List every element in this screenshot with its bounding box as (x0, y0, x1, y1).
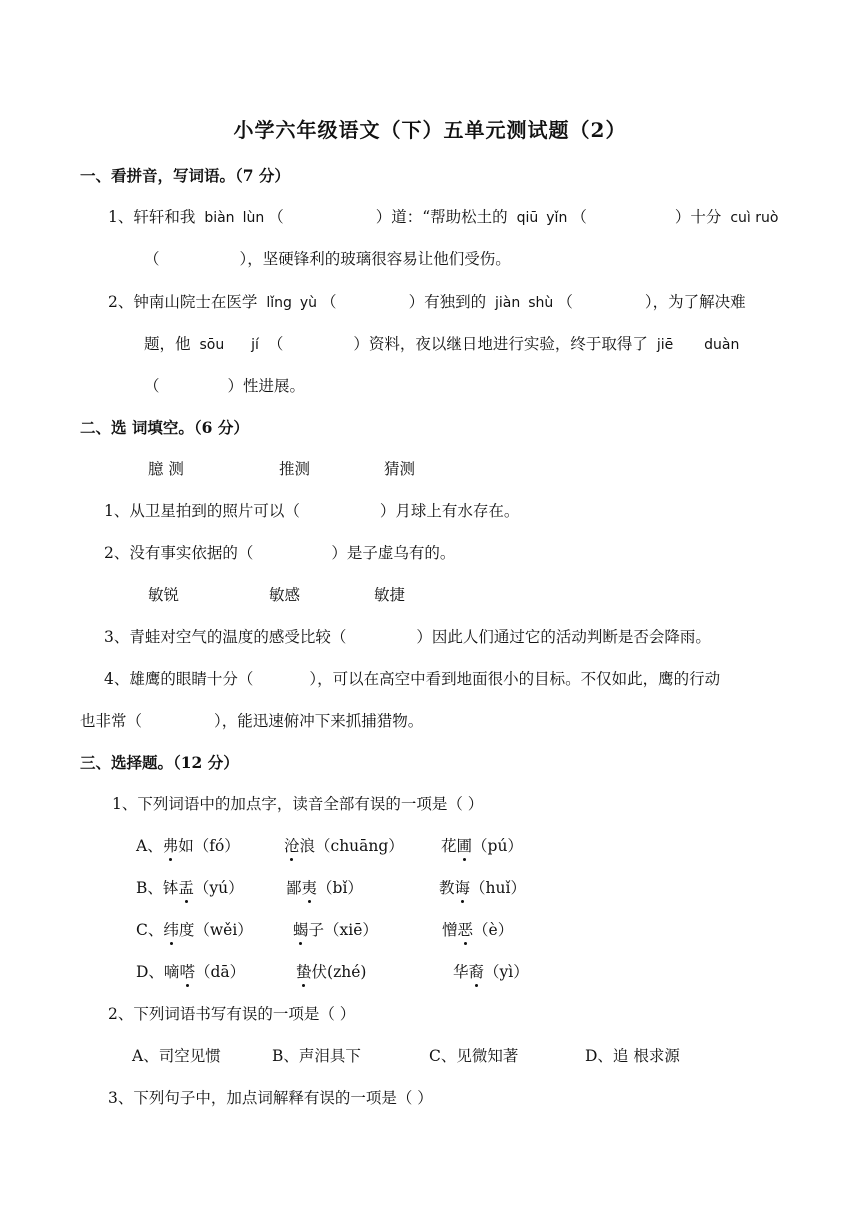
text: 道：“帮助松土的 (391, 208, 508, 226)
dotted-char: 弗 (163, 834, 179, 856)
text: 没有事实依据的（ (129, 544, 254, 562)
s3-q3-stem: 3、下列句子中，加点词解释有误的一项是（ ） (108, 1089, 433, 1107)
q2-option-d: D、追 根求源 (585, 1047, 680, 1065)
q2-option-c: C、见微知著 (429, 1047, 519, 1065)
q-number: 1、 (108, 208, 134, 226)
text: 题，他 (144, 335, 191, 353)
text: 雄鹰的眼睛十分（ (129, 670, 254, 688)
pinyin: jí (251, 337, 259, 353)
text: 也非常（ (80, 712, 143, 730)
dotted-char: 裔 (469, 960, 485, 982)
dotted-char: 圃 (457, 834, 473, 856)
option-c-3: 憎恶（è） (442, 918, 513, 940)
text: ）月球上有水存在。 (379, 502, 520, 520)
pinyin: yǐn (546, 210, 568, 226)
q-number: 2、 (108, 293, 134, 311)
option-b-2: 鄙夷（bǐ） (286, 876, 363, 898)
text: ），能迅速俯冲下来抓捕猎物。 (214, 712, 424, 730)
q-number: 1、 (104, 502, 130, 520)
dotted-char: 蛰 (296, 960, 312, 982)
option-c-2: 蝎子（xiē） (293, 918, 378, 940)
pinyin: jiē (656, 337, 674, 353)
text: ），可以在高空中看到地面很小的目标。不仅如此，鹰的行动 (309, 670, 721, 688)
text: ，坚硬锋利的玻璃很容易让他们受伤。 (247, 250, 511, 268)
word-choice: 敏锐 (148, 586, 180, 604)
q-number: 4、 (104, 670, 130, 688)
option-a-2: 沧浪（chuāng） (284, 834, 404, 856)
q2-option-a: A、司空见惯 (132, 1047, 221, 1065)
s1-q1-line1: 1、轩轩和我 biàn lùn （ ）道：“帮助松土的 qiū yǐn （ ）十分 cuì ruò (108, 208, 779, 226)
section-2-heading: 二、选 词填空。（6 分） (80, 418, 249, 437)
text: 性进展。 (243, 377, 306, 395)
dotted-char: 嗒 (179, 960, 195, 982)
text: 轩轩和我 (133, 208, 196, 226)
section-1-heading: 一、看拼音，写词语。（7 分） (80, 166, 290, 185)
pinyin: biàn (204, 210, 235, 226)
pinyin: lǐng (266, 295, 292, 311)
text: 从卫星拍到的照片可以（ (129, 502, 300, 520)
word-choice: 推测 (279, 460, 311, 478)
s2-q1 (104, 499, 519, 521)
text: 十分 (690, 208, 722, 226)
text: ，为了解决难 (652, 293, 746, 311)
s2-q3 (104, 625, 711, 647)
pinyin: shù (528, 295, 554, 311)
dotted-char: 蝎 (293, 918, 309, 940)
pinyin: yù (299, 295, 318, 311)
option-d-3: 华裔（yì） (453, 960, 529, 982)
option-b-3: 教诲（huǐ） (439, 876, 526, 898)
text: ）因此人们通过它的活动判断是否会降雨。 (416, 628, 711, 646)
s1-q1-line2: （ ），坚硬锋利的玻璃很容易让他们受伤。 (144, 250, 511, 268)
dotted-char: 夷 (302, 876, 318, 898)
pinyin: cuì ruò (730, 210, 779, 226)
option-a-3: 花圃（pú） (441, 834, 523, 856)
pinyin: qiū (516, 210, 539, 226)
dotted-char: 恶 (458, 918, 474, 940)
q2-option-b: B、声泪具下 (272, 1047, 361, 1065)
s2-q4-line1 (104, 667, 720, 689)
dotted-char: 诲 (455, 876, 471, 898)
dotted-char: 纬 (163, 918, 179, 940)
s1-q2-line2: 题，他 sōu jí （ ）资料，夜以继日地进行实验，终于取得了 jiē duàn (144, 335, 740, 353)
s3-q1-stem: 1、下列词语中的加点字，读音全部有误的一项是（ ） (112, 795, 484, 813)
q-number: 2、 (104, 544, 130, 562)
s2-q2 (104, 541, 455, 563)
option-d-1: D、嘀嗒（dā） (136, 960, 245, 982)
q-number: 3、 (104, 628, 130, 646)
text: 有独到的 (424, 293, 487, 311)
word-choice: 臆 测 (148, 460, 184, 478)
s1-q2-line3: （ ）性进展。 (144, 377, 306, 395)
text: ）是子虚乌有的。 (331, 544, 456, 562)
dotted-char: 沧 (284, 834, 300, 856)
word-choice: 敏捷 (374, 586, 406, 604)
option-d-2: 蛰伏(zhé) (296, 960, 366, 982)
page-title: 小学六年级语文（下）五单元测试题（2） (233, 118, 627, 142)
s1-q2-line1: 2、钟南山院士在医学 lǐng yù （ ）有独到的 jiàn shù （ ），为了解决难 (108, 293, 746, 311)
s3-q2-stem: 2、下列词语书写有误的一项是（ ） (108, 1005, 356, 1023)
option-c-1: C、纬度（wěi） (136, 918, 253, 940)
text: 资料，夜以继日地进行实验，终于取得了 (368, 335, 648, 353)
option-b-1: B、钵盂（yú） (136, 876, 244, 898)
pinyin: sōu (199, 337, 225, 353)
text: 青蛙对空气的温度的感受比较（ (129, 628, 347, 646)
s2-q4-line2 (80, 709, 423, 731)
dotted-char: 盂 (178, 876, 194, 898)
option-a-1: A、弗如（fó） (136, 834, 240, 856)
word-choice: 猜测 (384, 460, 416, 478)
pinyin: duàn (704, 337, 740, 353)
pinyin: jiàn (495, 295, 521, 311)
text: 钟南山院士在医学 (133, 293, 258, 311)
pinyin: lùn (242, 210, 265, 226)
section-3-heading: 三、选择题。（12 分） (80, 753, 239, 772)
word-choice: 敏感 (269, 586, 301, 604)
